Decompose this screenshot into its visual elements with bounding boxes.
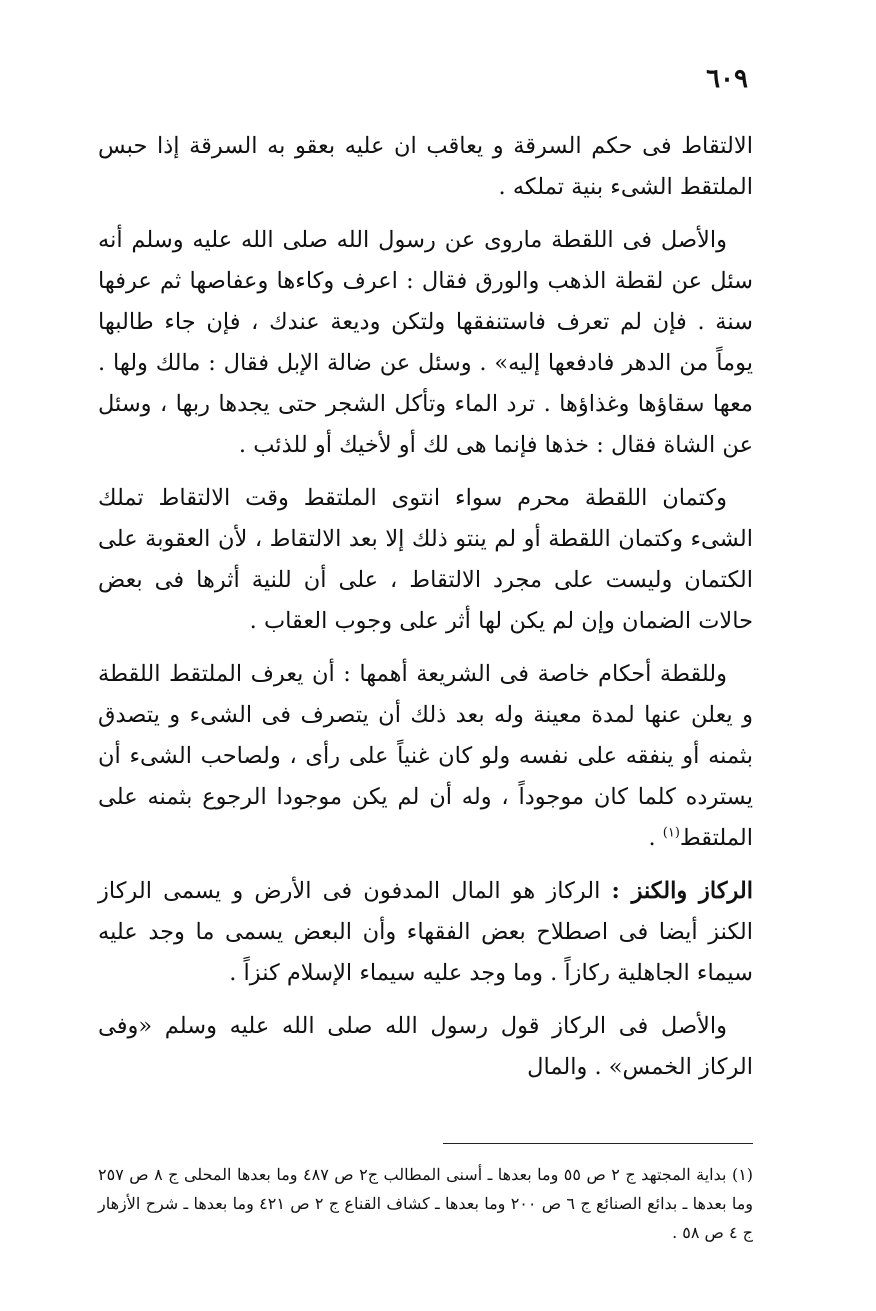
paragraph — [98, 1006, 753, 1088]
paragraph-text: الالتقاط فى حكم السرقة و يعاقب ان عليه بعقو به السرقة إذا حبس الملتقط الشىء بنية تملكه . — [98, 133, 753, 200]
footnote-divider — [443, 1143, 753, 1144]
paragraph — [98, 126, 753, 208]
paragraph-text: الركاز هو المال المدفون فى الأرض و يسمى الركاز الكنز أيضا فى اصطلاح بعض الفقهاء وأن البعض يسمى ما وجد عليه سيماء الجاهلية ركازاً . وما وجد عليه سيماء الإسلام كنزاً . — [98, 878, 753, 986]
footnote: (١) بداية المجتهد ج ٢ ص ٥٥ وما بعدها ـ أسنى المطالب ج٢ ص ٤٨٧ وما بعدها المحلى ج ٨ ص ٢٥٧ وما بعدها ـ بدائع الصنائع ج ٦ ص ٢٠٠ وما بعدها ـ كشاف القناع ج ٢ ص ٤٢١ وما بعدها ـ شرح الأزهار ج ٤ ص ٥٨ . — [98, 1165, 754, 1242]
paragraph-text: والأصل فى اللقطة ماروى عن رسول الله صلى الله عليه وسلم أنه سئل عن لقطة الذهب والورق فقال : اعرف وكاءها وعفاصها ثم عرفها سنة . فإن لم تعرف فاستنفقها ولتكن وديعة عندك ، فإن جاء طالبها يوماً من الدهر فادفعها إليه» . وسئل عن ضالة الإبل فقال : مالك ولها . معها سقاؤها وغذاؤها . ترد الماء وتأكل الشجر حتى يجدها ربها ، وسئل عن الشاة فقال : خذها فإنما هى لك أو لأخيك أو للذئب . — [98, 227, 753, 458]
footnote-mark: (١) — [662, 825, 680, 841]
page-number: ٦٠٩ — [706, 64, 748, 94]
paragraph-text: وكتمان اللقطة محرم سواء انتوى الملتقط وقت الالتقاط تملك الشىء وكتمان اللقطة أو لم ينتو ذلك إلا بعد الالتقاط ، لأن العقوبة على الكتمان وليست على مجرد الالتقاط ، على أن للنية أثرها فى بعض حالات الضمان وإن لم يكن لها أثر على وجوب العقاب . — [98, 485, 753, 634]
paragraph-text: وللقطة أحكام خاصة فى الشريعة أهمها : أن يعرف الملتقط اللقطة و يعلن عنها لمدة معينة وله بعد ذلك أن يتصرف فى الشىء و يتصدق بثمنه أو ينفقه على نفسه ولو كان غنياً على رأى ، ولصاحب الشىء أن يسترده كلما كان موجوداً ، وله أن لم يكن موجودا الرجوع بثمنه على الملتقط — [98, 661, 753, 851]
paragraph — [98, 871, 753, 994]
paragraph — [98, 654, 753, 859]
paragraph-tail: . — [648, 825, 663, 851]
body-text — [98, 126, 753, 1100]
paragraph-text: والأصل فى الركاز قول رسول الله صلى الله عليه وسلم «وفى الركاز الخمس» . والمال — [98, 1013, 753, 1080]
paragraph — [98, 220, 753, 466]
footnotes — [98, 1160, 753, 1247]
paragraph — [98, 478, 753, 642]
section-heading: الركاز والكنز : — [611, 878, 753, 904]
